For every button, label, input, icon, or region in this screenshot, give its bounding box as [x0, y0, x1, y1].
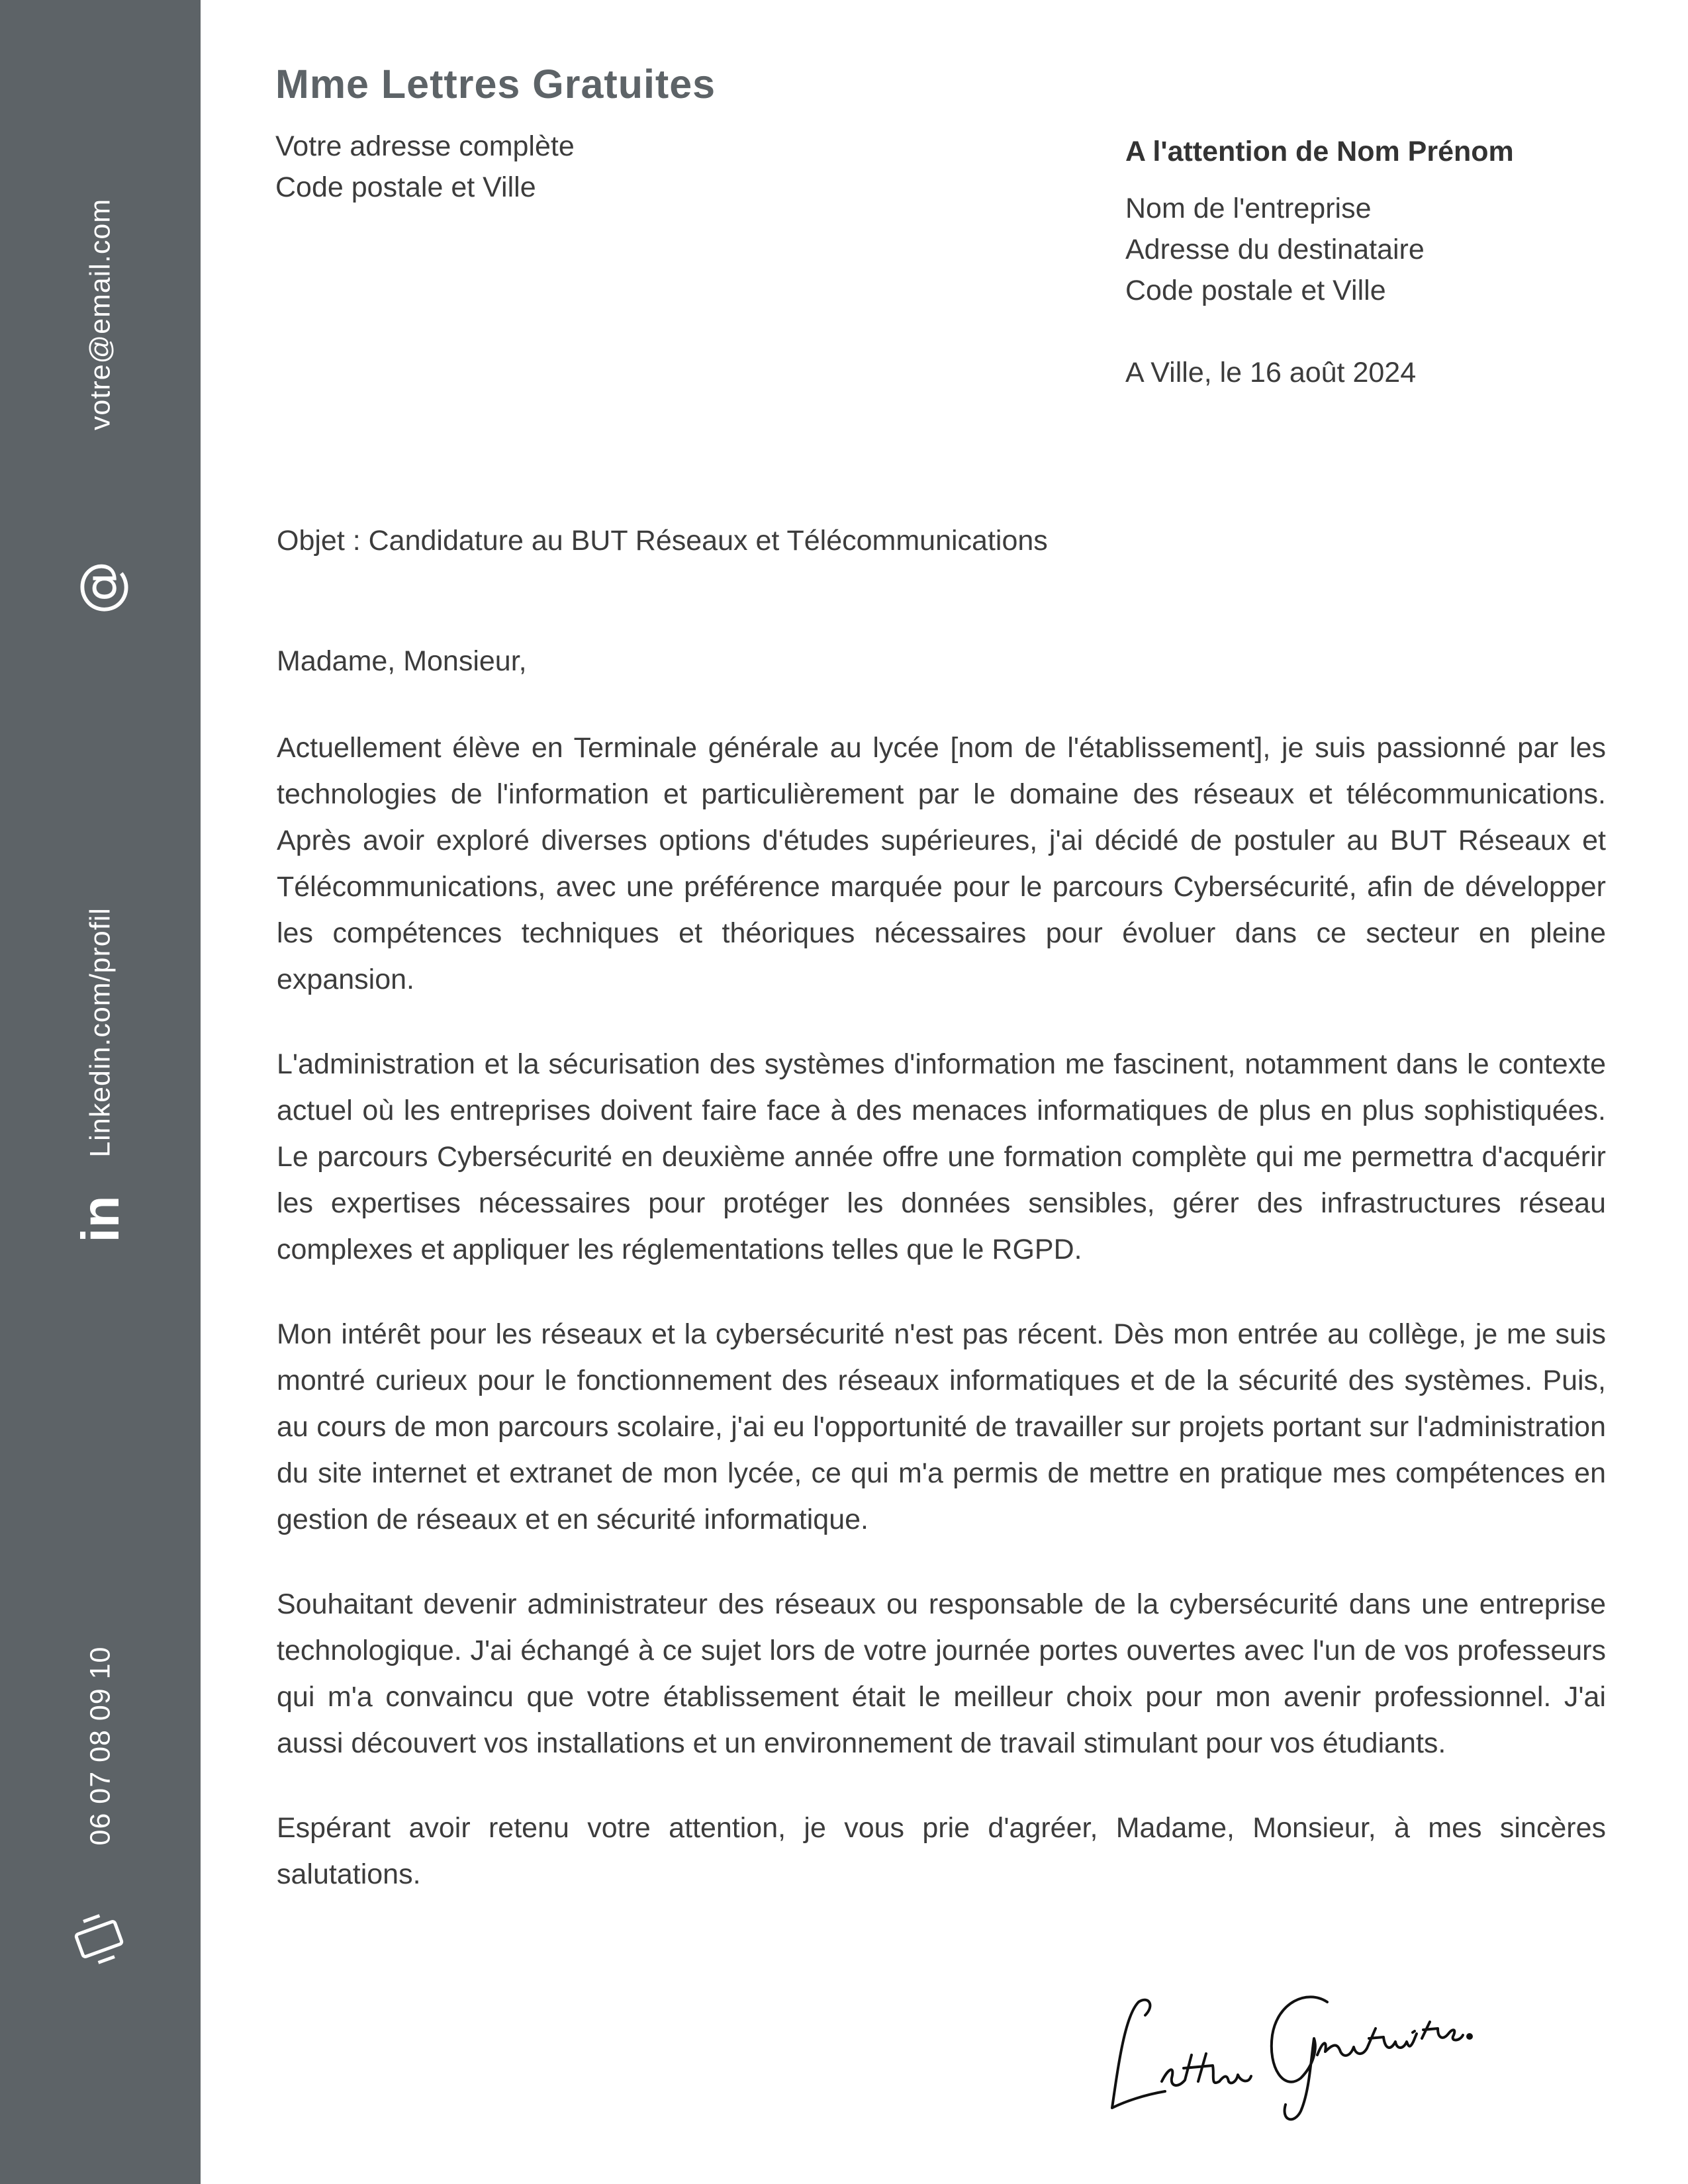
- salutation: Madame, Monsieur,: [277, 645, 527, 677]
- letter-body: [277, 725, 1606, 1936]
- sidebar: [0, 0, 201, 2184]
- phone-text: 06 07 08 09 10: [84, 1646, 117, 1846]
- sender-name: Mme Lettres Gratuites: [275, 62, 716, 107]
- sender-city-line: Code postale et Ville: [275, 171, 536, 203]
- linkedin-icon: in: [71, 1195, 130, 1243]
- sender-address: [275, 126, 575, 208]
- email-text: votre@email.com: [84, 198, 117, 431]
- signature: [1099, 1976, 1483, 2128]
- at-icon: @: [69, 561, 132, 615]
- paragraph: Actuellement élève en Terminale générale au lycée [nom de l'établissement], je suis passionné par les technologies de l'information et particulièrement par le domaine des réseaux et télécommunications. Après avoir exploré diverses options d'études supérieures, j'ai décidé de postuler au BUT Réseaux et Télécommunications, avec une préférence marquée pour le parcours Cybersécurité, afin de développer les compétences techniques et théoriques nécessaires pour évoluer dans ce secteur en pleine expansion.: [277, 732, 1606, 995]
- recipient-city: Code postale et Ville: [1125, 275, 1386, 306]
- paragraph: L'administration et la sécurisation des systèmes d'information me fascinent, notamment dans le contexte actuel où les entreprises doivent faire face à des menaces informatiques de plus en plus sophistiquées. Le parcours Cybersécurité en deuxième année offre une formation complète qui me permettra d'acquérir les expertises nécessaires pour protéger les données sensibles, gérer des infrastructures réseau complexes et appliquer les réglementations telles que le RGPD.: [277, 1048, 1606, 1265]
- paragraph: Souhaitant devenir administrateur des réseaux ou responsable de la cybersécurité dans une entreprise technologique. J'ai échangé à ce sujet lors de votre journée portes ouvertes avec l'un de vos professeurs qui m'a convaincu que votre établissement était le meilleur choix pour mon avenir professionnel. J'ai aussi découvert vos installations et un environnement de travail stimulant pour vos étudiants.: [277, 1588, 1606, 1759]
- linkedin-text: Linkedin.com/profil: [84, 907, 117, 1158]
- paragraph: Mon intérêt pour les réseaux et la cybersécurité n'est pas récent. Dès mon entrée au collège, je me suis montré curieux pour le fonctionnement des réseaux informatiques et de la sécurité des systèmes. Puis, au cours de mon parcours scolaire, j'ai eu l'opportunité de travailler sur projets portant sur l'administration du site internet et extranet de mon lycée, ce qui m'a permis de mettre en pratique mes compétences en gestion de réseaux et en sécurité informatique.: [277, 1318, 1606, 1535]
- phone-svg: [71, 1911, 128, 1968]
- subject-line: Objet : Candidature au BUT Réseaux et Télécommunications: [277, 525, 1048, 557]
- paragraph: Espérant avoir retenu votre attention, je vous prie d'agréer, Madame, Monsieur, à mes sincères salutations.: [277, 1812, 1606, 1890]
- recipient-block: [1125, 131, 1514, 311]
- sender-address-line: Votre adresse complète: [275, 130, 575, 162]
- recipient-address: Adresse du destinataire: [1125, 234, 1425, 265]
- recipient-company: Nom de l'entreprise: [1125, 193, 1372, 224]
- phone-icon: [71, 1911, 131, 1968]
- recipient-attention: A l'attention de Nom Prénom: [1125, 136, 1514, 167]
- date-line: A Ville, le 16 août 2024: [1125, 357, 1417, 388]
